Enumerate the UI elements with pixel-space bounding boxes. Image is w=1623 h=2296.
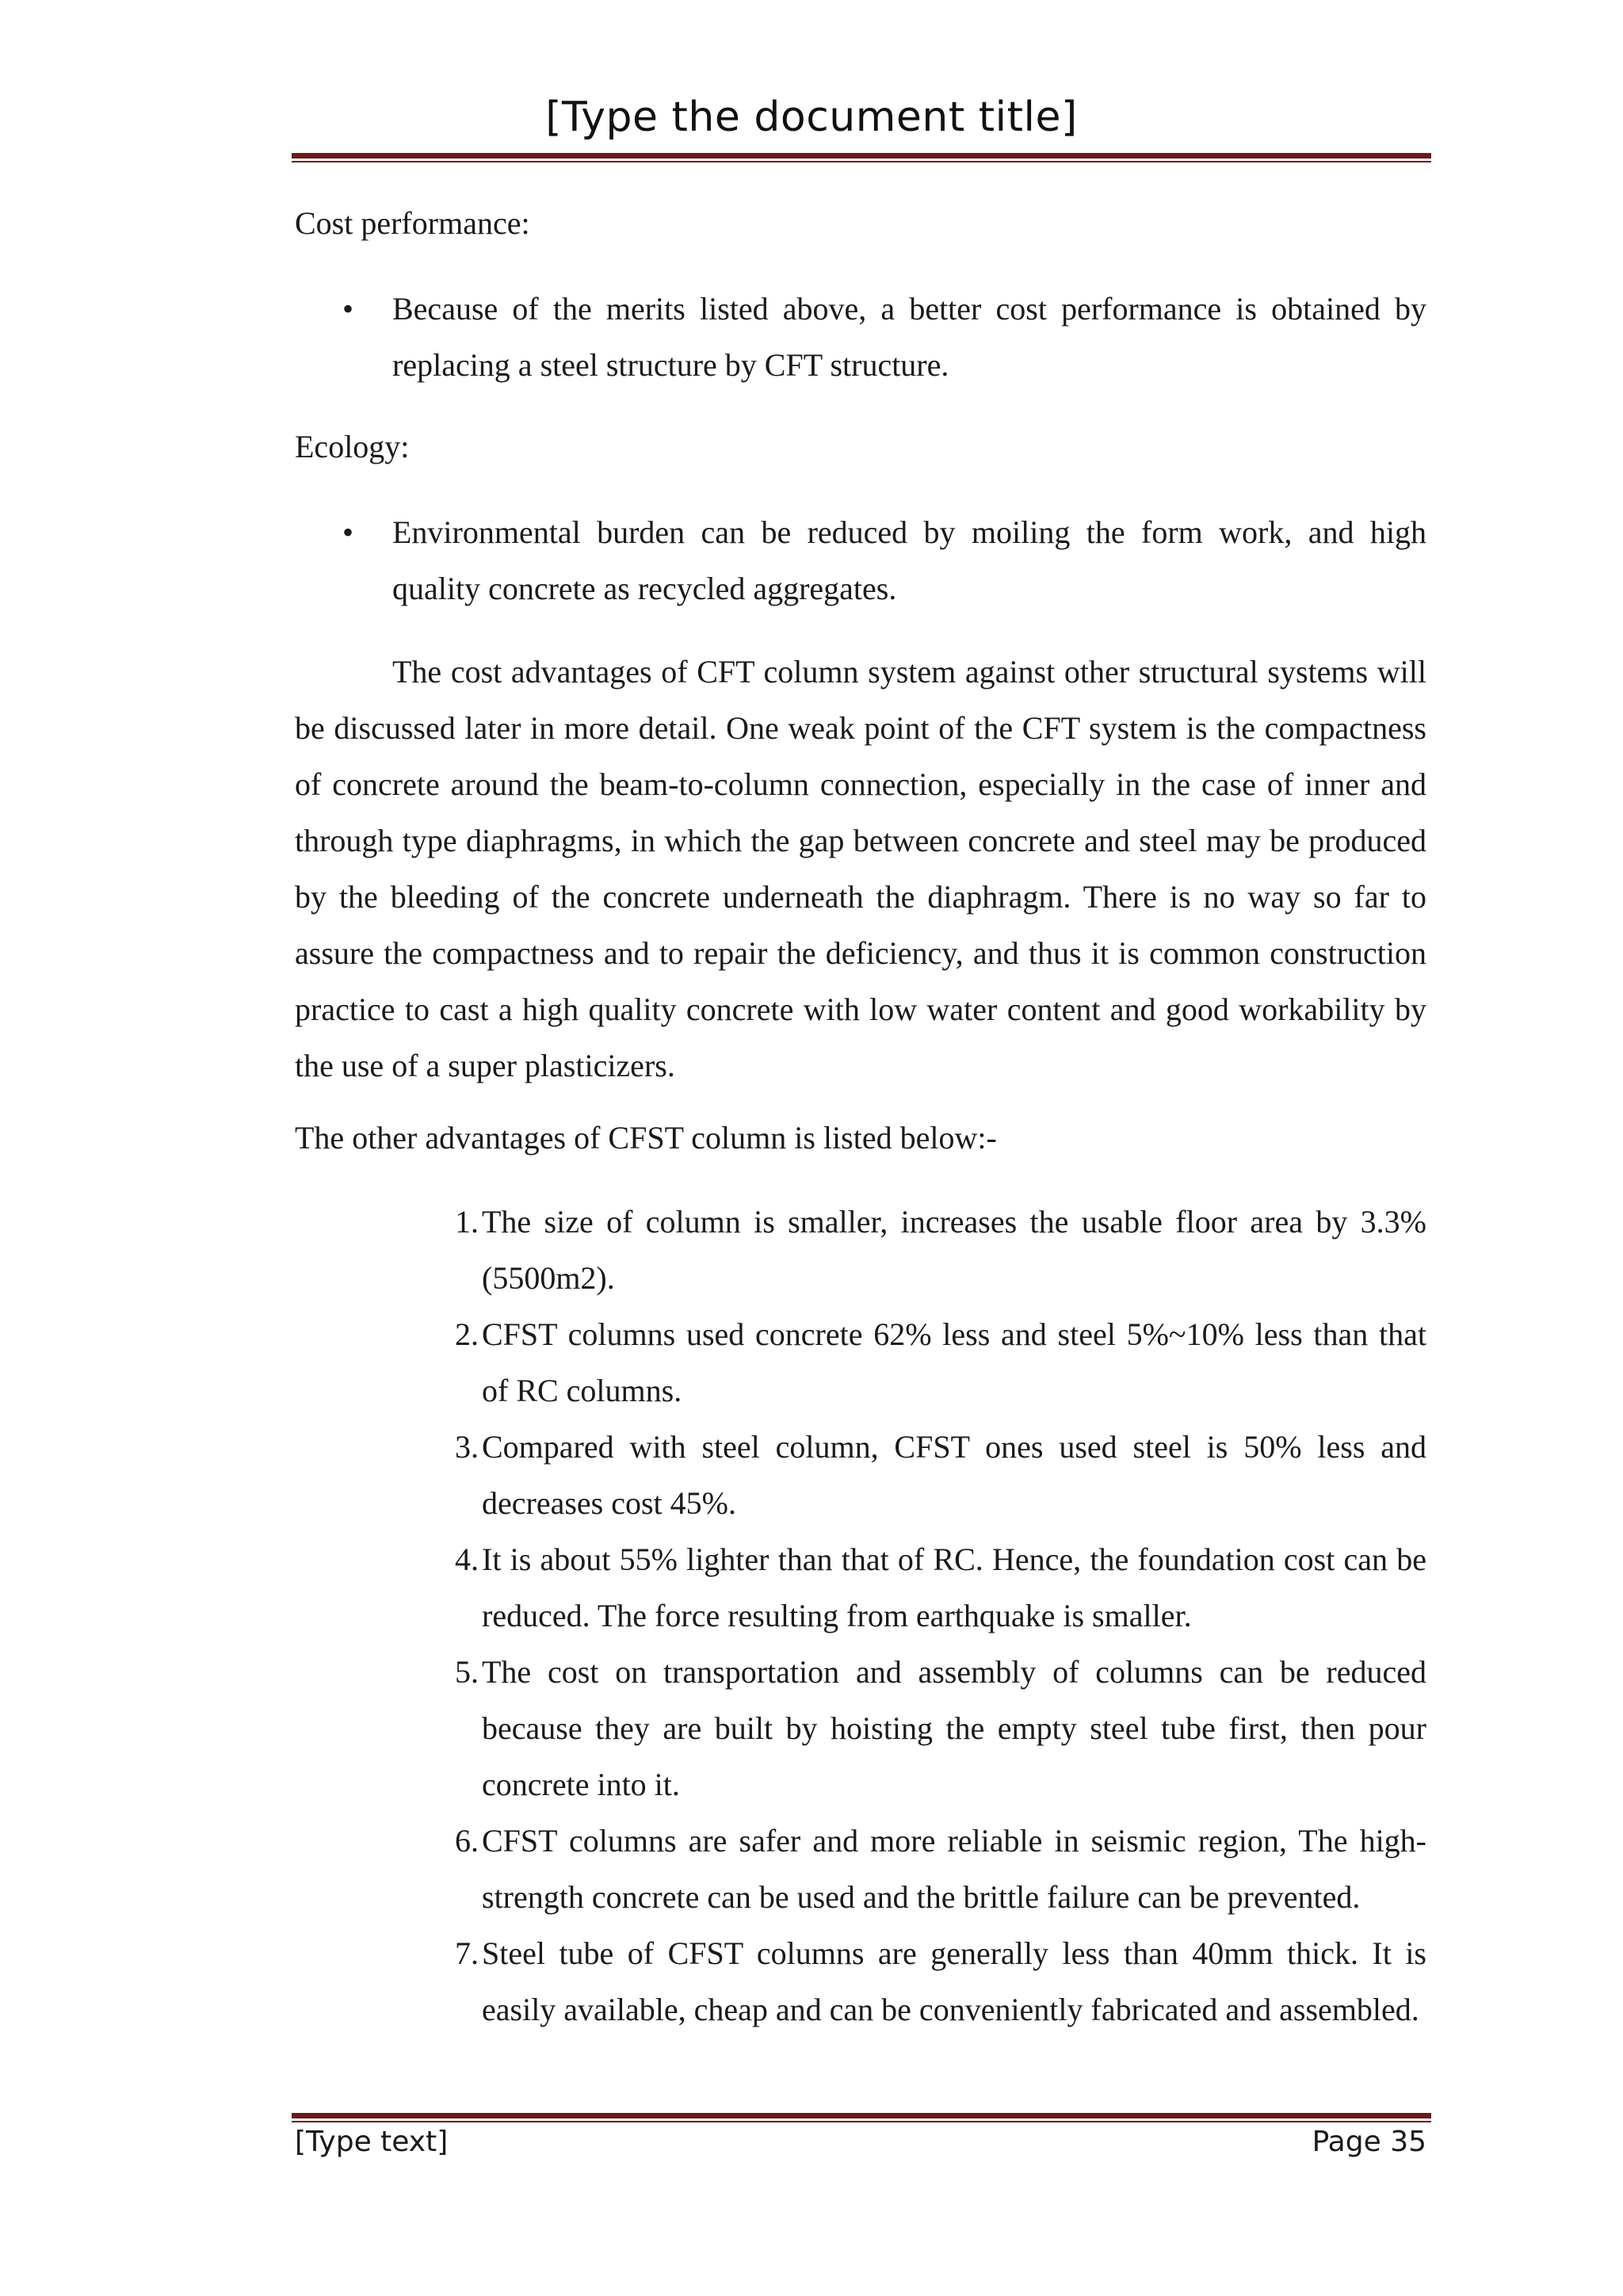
body-paragraph: The cost advantages of CFT column system against other structural systems will be discussed later in more detail. One weak point of the CFT system is the compactness of concrete around the beam-to-column connection, especially in the case of inner and through type diaphragms, in which the gap between concrete and steel may be produced by the bleeding of the concrete underneath the diaphragm. There is no way so far to assure the compactness and to repair the deficiency, and thus it is common construction practice to cast a high quality concrete with low water content and good workability by the use of a super plasticizers. xyxy=(295,654,1426,1083)
cost-bullet-text: Because of the merits listed above, a better cost performance is obtained by replacing a steel structure by CFT structure. xyxy=(392,291,1426,383)
list-item-number: 3. xyxy=(455,1429,479,1465)
ecology-bullet-text: Environmental burden can be reduced by moiling the form work, and high quality concrete as recycled aggregates. xyxy=(392,514,1426,606)
bullet-icon: • xyxy=(342,291,354,327)
list-item-number: 1. xyxy=(455,1204,479,1240)
cost-performance-heading: Cost performance: xyxy=(295,205,530,241)
bullet-icon: • xyxy=(342,514,354,550)
page-number: Page 35 xyxy=(1312,2126,1426,2158)
list-item-number: 4. xyxy=(455,1541,479,1577)
list-item-text: The size of column is smaller, increases the usable floor area by 3.3% (5500m2). xyxy=(482,1204,1426,1296)
footer-rule xyxy=(292,2113,1431,2122)
header-title: [Type the document title] xyxy=(545,94,1078,141)
list-item-text: CFST columns used concrete 62% less and steel 5%~10% less than that of RC columns. xyxy=(482,1316,1426,1408)
footer-text: [Type text] xyxy=(295,2126,449,2158)
list-item-text: Steel tube of CFST columns are generally less than 40mm thick. It is easily available, cheap and can be conveniently fabricated and assembled. xyxy=(482,1935,1426,2027)
list-item-text: It is about 55% lighter than that of RC. Hence, the foundation cost can be reduced. The force resulting from earthquake is smaller. xyxy=(482,1541,1426,1633)
header-rule xyxy=(292,153,1431,162)
list-item-number: 5. xyxy=(455,1654,479,1690)
list-item-number: 2. xyxy=(455,1316,479,1352)
list-intro: The other advantages of CFST column is listed below:- xyxy=(295,1120,997,1156)
ecology-heading: Ecology: xyxy=(295,429,410,464)
list-item-number: 7. xyxy=(455,1935,479,1971)
list-item-number: 6. xyxy=(455,1823,479,1859)
list-item-text: CFST columns are safer and more reliable in seismic region, The high-strength concrete can be used and the brittle failure can be prevented. xyxy=(482,1823,1426,1915)
list-item-text: The cost on transportation and assembly of columns can be reduced because they are built by hoisting the empty steel tube first, then pour concrete into it. xyxy=(482,1654,1426,1802)
list-item-text: Compared with steel column, CFST ones used steel is 50% less and decreases cost 45%. xyxy=(482,1429,1426,1521)
